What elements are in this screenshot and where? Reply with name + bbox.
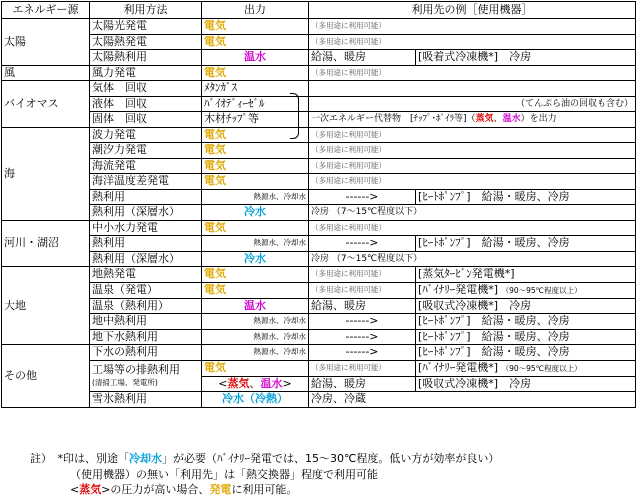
method-cell: 海洋温度差発電 (90, 174, 202, 190)
method-cell: 中小水力発電 (90, 220, 202, 236)
use-cell: （多用途に利用可能） (309, 267, 416, 283)
use-text: ）を出力 (520, 114, 557, 125)
output-cell: 電気 (202, 360, 309, 376)
use-cell: 給湯、暖房 (309, 376, 416, 392)
method-cell: 熱利用 (90, 236, 202, 252)
note-text: に利用可能。 (231, 483, 298, 496)
note-line-2: （使用機器）の無い「利用先」は「熱交換器」程度で利用可能 (70, 467, 378, 481)
method-cell: 潮汐力発電 (90, 143, 202, 159)
output-cell: 電気 (202, 143, 309, 159)
note-line-3 (30, 482, 499, 498)
output-cell: 温水 (202, 298, 309, 314)
note-line-1 (30, 451, 499, 467)
arrow-cell: ------> (309, 314, 416, 330)
method-sub-text: (清掃工場、発電所) (92, 377, 158, 387)
use-cell (309, 112, 636, 128)
use-cell: （多用途に利用可能） (309, 174, 636, 190)
method-cell: 熱利用 (90, 189, 202, 205)
use-cell: （多用途に利用可能） (309, 360, 416, 376)
footnote (30, 451, 499, 498)
use-cell: [ﾋｰﾄﾎﾟﾝﾌﾟ] 給湯・暖房、冷房 (416, 189, 636, 205)
method-cell: 雪氷熱利用 (90, 392, 202, 408)
use-cell: （多用途に利用可能） (309, 34, 636, 50)
header-method: 利用方法 (90, 2, 202, 19)
output-cell: 熱源水、冷却水 (202, 345, 309, 361)
output-cell: 電気 (202, 282, 309, 298)
note-text: < (70, 483, 80, 496)
method-cell: 固体 回収 (90, 112, 202, 128)
output-cell: ﾒﾀﾝｶﾞｽ (202, 81, 309, 97)
method-cell: 熱利用（深層水） (90, 251, 202, 267)
energy-table (1, 1, 636, 408)
steam-text: 蒸気 (227, 376, 250, 390)
note-text: *印は、別途「 (57, 452, 129, 465)
output-cell: 電気 (202, 65, 309, 81)
group-river: 河川・湖沼 (2, 220, 90, 267)
use-cell: （多用途に利用可能） (309, 282, 416, 298)
use-cell: 冷房 （7～15℃程度以下） (309, 251, 636, 267)
group-wind: 風 (2, 65, 90, 81)
use-cell: （てんぷら油の回収も含む） (309, 96, 636, 112)
use-cell (416, 360, 636, 376)
header-output: 出力 (202, 2, 309, 19)
output-cell: 熱源水、冷却水 (202, 329, 309, 345)
bracket-text: > (282, 376, 292, 390)
arrow-cell: ------> (309, 345, 416, 361)
use-cell: [吸着式冷凍機*] 冷房 (416, 50, 636, 66)
use-cell: [ﾋｰﾄﾎﾟﾝﾌﾟ] 給湯・暖房、冷房 (416, 345, 636, 361)
use-cell: （多用途に利用可能） (309, 127, 636, 143)
use-cell (309, 81, 636, 97)
method-cell: 地中熱利用 (90, 314, 202, 330)
method-cell: 液体 回収 (90, 96, 202, 112)
method-cell: 下水の熱利用 (90, 345, 202, 361)
output-cell: 冷水（冷熱） (202, 392, 309, 408)
use-cell: 冷房 （7～15℃程度以下） (309, 205, 636, 221)
output-cell: 熱源水、冷却水 (202, 236, 309, 252)
use-cell: [蒸気ﾀｰﾋﾞﾝ発電機*] (416, 267, 636, 283)
use-text: 、 (493, 114, 503, 125)
device-text: [ﾊﾞｲﾅﾘｰ発電機*] (418, 360, 499, 374)
use-cell: [吸収式冷凍機*] 冷房 (416, 376, 636, 392)
arrow-cell: ------> (309, 189, 416, 205)
cooling-water-text: 冷却水 (129, 452, 162, 465)
hot-water-text: 温水 (502, 114, 521, 125)
group-other: その他 (2, 345, 90, 408)
method-cell: 熱利用（深層水） (90, 205, 202, 221)
temp-text: （90～95℃程度以上） (501, 285, 582, 295)
output-cell: 電気 (202, 127, 309, 143)
method-cell: 太陽熱発電 (90, 34, 202, 50)
use-cell: [ﾋｰﾄﾎﾟﾝﾌﾟ] 給湯・暖房、冷房 (416, 329, 636, 345)
arrow-cell: ------> (309, 329, 416, 345)
method-cell: 太陽光発電 (90, 19, 202, 35)
method-cell: 風力発電 (90, 65, 202, 81)
use-cell: [ﾋｰﾄﾎﾟﾝﾌﾟ] 給湯・暖房、冷房 (416, 314, 636, 330)
note-label: 註） (30, 452, 47, 465)
method-cell (90, 360, 202, 392)
biomass-bracket (290, 93, 299, 139)
power-text: 発電 (209, 483, 232, 496)
use-cell: （多用途に利用可能） (309, 220, 636, 236)
use-cell: （多用途に利用可能） (309, 19, 636, 35)
output-cell: 電気 (202, 19, 309, 35)
method-cell: 波力発電 (90, 127, 202, 143)
use-cell: （多用途に利用可能） (309, 143, 636, 159)
method-cell: 地下水熱利用 (90, 329, 202, 345)
use-cell: 給湯、暖房 (309, 50, 416, 66)
method-cell: 温泉（発電） (90, 282, 202, 298)
note-text: 」が必要（ﾊﾞｲﾅﾘｰ発電では、15～30℃程度。低い方が効率が良い） (162, 452, 500, 465)
use-cell (416, 282, 636, 298)
output-cell (202, 376, 309, 392)
output-cell: 電気 (202, 174, 309, 190)
temp-text: （90～95℃程度以上） (501, 363, 582, 373)
group-sea: 海 (2, 127, 90, 220)
use-cell: （多用途に利用可能） (309, 65, 636, 81)
output-cell: 温水 (202, 50, 309, 66)
output-cell: ﾊﾞｲｵﾃﾞｨｰｾﾞﾙ (202, 96, 309, 112)
output-cell: 冷水 (202, 251, 309, 267)
device-text: [ﾊﾞｲﾅﾘｰ発電機*] (418, 282, 499, 296)
use-cell: （多用途に利用可能） (309, 158, 636, 174)
method-cell: 温泉（熱利用） (90, 298, 202, 314)
method-text: 工場等の排熱利用 (92, 362, 180, 376)
note-text: >の圧力が高い場合、 (101, 483, 210, 496)
method-cell: 海流発電 (90, 158, 202, 174)
output-cell: 電気 (202, 34, 309, 50)
output-cell: 熱源水、冷却水 (202, 189, 309, 205)
use-text: 一次エネルギー代替物 [ﾁｯﾌﾟ･ﾎﾞｲﾗ等]（ (311, 114, 476, 125)
method-cell: 気体 回収 (90, 81, 202, 97)
output-cell: 熱源水、冷却水 (202, 314, 309, 330)
output-cell: 電気 (202, 220, 309, 236)
header-source: エネルギー源 (2, 2, 90, 19)
output-cell: 冷水 (202, 205, 309, 221)
method-cell: 地熱発電 (90, 267, 202, 283)
steam-text: 蒸気 (79, 483, 102, 496)
use-cell: 冷房、冷蔵 (309, 392, 636, 408)
output-cell: 電気 (202, 267, 309, 283)
output-cell: 電気 (202, 158, 309, 174)
sep-text: 、 (249, 376, 261, 390)
hot-water-text: 温水 (260, 376, 283, 390)
use-cell: 給湯、暖房 (309, 298, 416, 314)
use-cell: [ﾋｰﾄﾎﾟﾝﾌﾟ] 給湯・暖房、冷房 (416, 236, 636, 252)
output-cell: 木材ﾁｯﾌﾟ等 (202, 112, 309, 128)
bracket-text: < (218, 376, 228, 390)
use-cell: [吸収式冷凍機*] 冷房 (416, 298, 636, 314)
group-earth: 大地 (2, 267, 90, 345)
steam-text: 蒸気 (475, 114, 494, 125)
method-cell: 太陽熱利用 (90, 50, 202, 66)
header-use: 利用先の例［使用機器］ (309, 2, 636, 19)
group-biomass: バイオマス (2, 81, 90, 128)
group-solar: 太陽 (2, 19, 90, 66)
arrow-cell: ------> (309, 236, 416, 252)
